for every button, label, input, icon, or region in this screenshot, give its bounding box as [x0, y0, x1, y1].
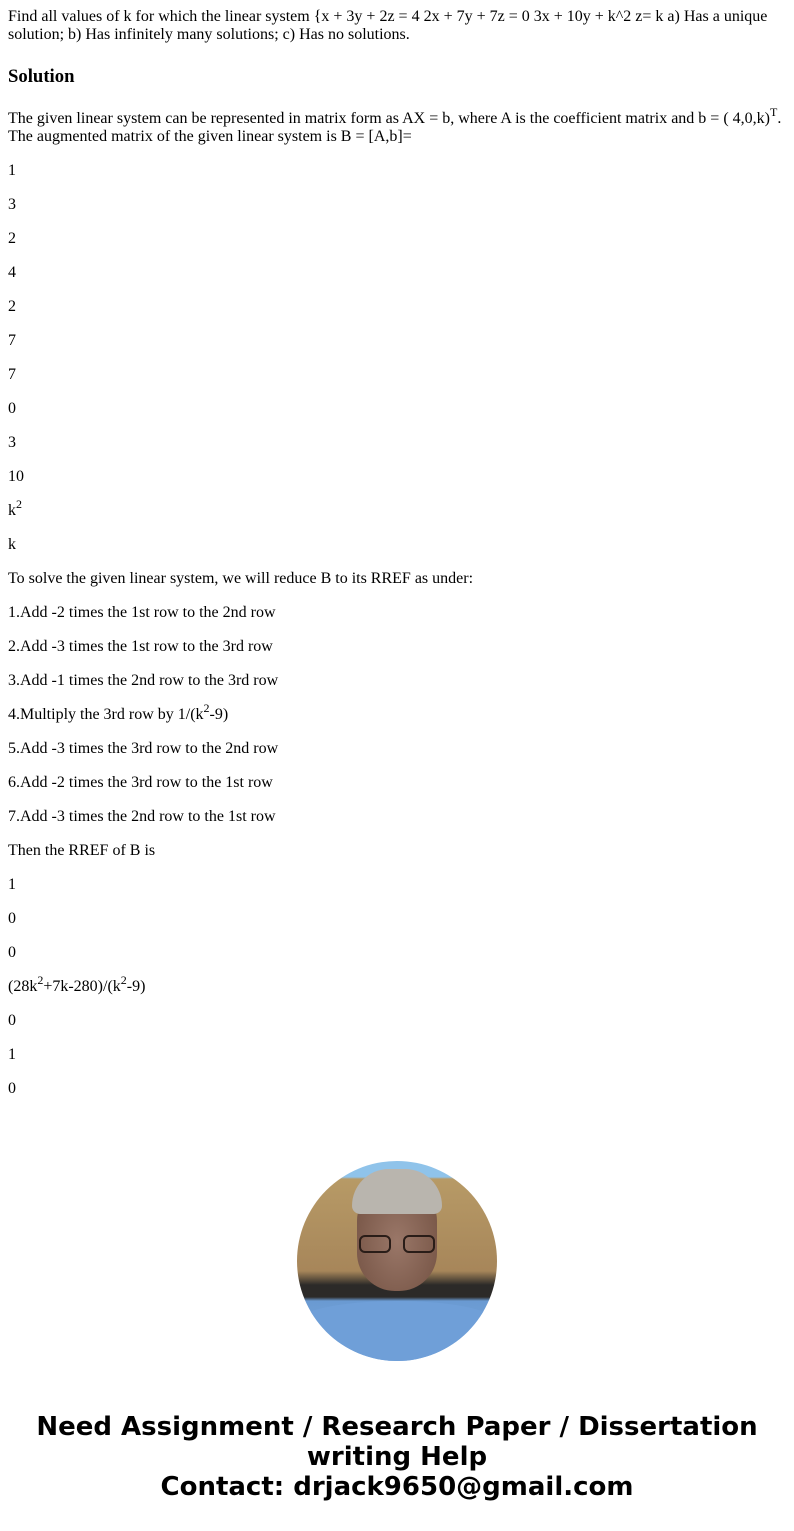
matrix-entry: 0 [8, 400, 16, 417]
matrix-entry: 1 [8, 162, 16, 179]
promo-line-1: Need Assignment / Research Paper / Dissertation [36, 1412, 758, 1442]
rref-entry: 1 [8, 876, 16, 893]
rref-entry: 0 [8, 1080, 16, 1097]
k-base: k [8, 502, 16, 519]
rref-label: Then the RREF of B is [8, 842, 156, 859]
intro-paragraph [8, 104, 786, 146]
transpose-sup: T [769, 104, 778, 119]
step-2: 2.Add -3 times the 1st row to the 3rd row [8, 638, 273, 655]
rref-entry: 0 [8, 1012, 16, 1029]
matrix-entry-k-squared [8, 486, 786, 520]
avatar-glasses [359, 1235, 437, 1253]
step-4-text-b: -9) [209, 706, 229, 723]
step-4 [8, 690, 786, 724]
step-5: 5.Add -3 times the 3rd row to the 2nd row [8, 740, 279, 757]
matrix-entry: 10 [8, 468, 24, 485]
expr-part-b: +7k-280)/(k [43, 978, 121, 995]
rref-entry-expression [8, 962, 786, 996]
author-avatar [297, 1161, 497, 1361]
step-7: 7.Add -3 times the 2nd row to the 1st row [8, 808, 276, 825]
exponent: 2 [203, 700, 210, 715]
intro-text-1: The given linear system can be represented in matrix form as AX = b, where A is the coefficient matrix and b = ( 4,0,k) [8, 110, 770, 127]
promo-line-2: writing Help [306, 1442, 488, 1472]
matrix-entry: 7 [8, 332, 16, 349]
matrix-entry: 4 [8, 264, 16, 281]
step-6: 6.Add -2 times the 3rd row to the 1st row [8, 774, 273, 791]
avatar-hair [352, 1169, 442, 1214]
expr-part-a: (28k [8, 978, 38, 995]
solution-heading: Solution [8, 66, 75, 87]
rref-intro: To solve the given linear system, we will reduce B to its RREF as under: [8, 570, 474, 587]
avatar-shirt [297, 1301, 497, 1361]
matrix-entry: 3 [8, 196, 16, 213]
step-4-text-a: 4.Multiply the 3rd row by 1/(k [8, 706, 204, 723]
step-3: 3.Add -1 times the 2nd row to the 3rd row [8, 672, 279, 689]
matrix-entry: 7 [8, 366, 16, 383]
rref-entry: 0 [8, 944, 16, 961]
exponent: 2 [37, 972, 44, 987]
intro-text-2: . The augmented matrix of the given linear system is B = [A,b]= [8, 110, 782, 145]
document-content [0, 8, 794, 1098]
question-text: Find all values of k for which the linear system {x + 3y + 2z = 4 2x + 7y + 7z = 0 3x + 10y + k^2 z= k a) Has a unique solution; b) Has infinitely many solutions; c) Has no solutions. [8, 8, 768, 43]
matrix-entry: 3 [8, 434, 16, 451]
matrix-entry: 2 [8, 298, 16, 315]
matrix-entry-k: k [8, 536, 16, 553]
promo-banner [0, 1412, 794, 1502]
rref-entry: 1 [8, 1046, 16, 1063]
promo-contact: Contact: drjack9650@gmail.com [160, 1472, 634, 1502]
rref-entry: 0 [8, 910, 16, 927]
exponent: 2 [16, 496, 22, 511]
expr-part-c: -9) [126, 978, 146, 995]
step-1: 1.Add -2 times the 1st row to the 2nd row [8, 604, 276, 621]
exponent: 2 [120, 972, 127, 987]
matrix-entry: 2 [8, 230, 16, 247]
